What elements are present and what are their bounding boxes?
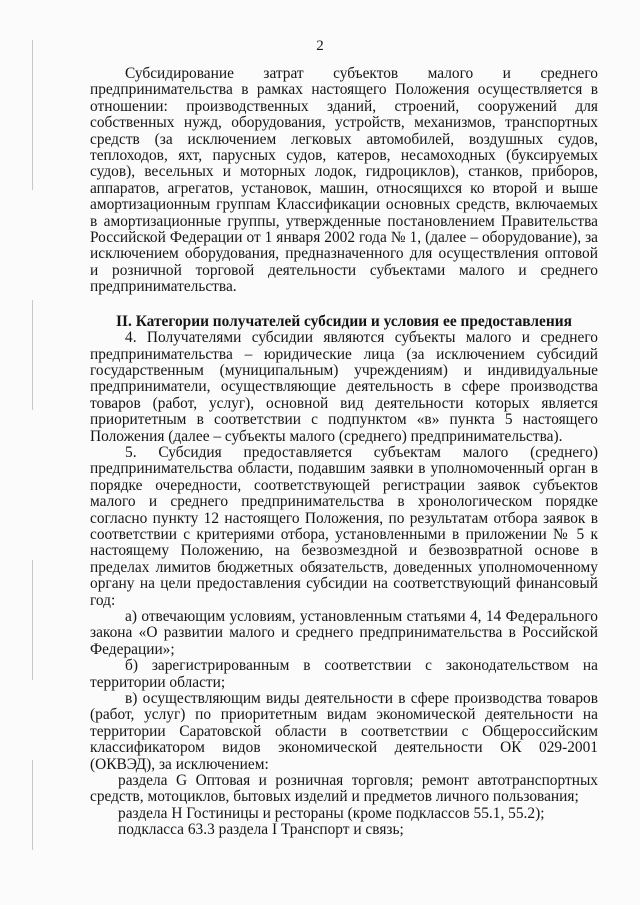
scan-edge-mark	[32, 40, 33, 190]
paragraph-subsidy-scope: Субсидирование затрат субъектов малого и среднего предпринимательства в рамках настоящего Положения осуществляется в отношении: производственных зданий, строений, сооружений для собственных нужд, оборудования, устройств, механизмов, транспортных средств (за исключением легковых автомобилей, воздушных судов, теплоходов, яхт, парусных судов, катеров, несамоходных (буксируемых судов), весельных и моторных лодок, гидроциклов), станков, приборов, аппаратов, агрегатов, установок, машин, относящихся ко второй и выше амортизационным группам Классификации основных средств, включаемых в амортизационные группы, утвержденные постановлением Правительства Российской Федерации от 1 января 2002 года № 1, (далее – оборудование), за исключением оборудования, предназначенного для осуществления оптовой и розничной торговой деятельности субъектами малого и среднего предпринимательства.	[90, 65, 598, 296]
paragraph-exclusion-63-3: подкласса 63.3 раздела I Транспорт и связь;	[118, 821, 404, 839]
paragraph-subitem-v: в) осуществляющим виды деятельности в сфере производства товаров (работ, услуг) по приоритетным видам экономической деятельности на территории Саратовской области в соответствии с Общероссийским классификатором видов экономической деятельности ОК 029-2001 (ОКВЭД), за исключением:	[90, 690, 598, 773]
section-heading: II. Категории получателей субсидии и условия ее предоставления	[116, 312, 572, 330]
paragraph-exclusion-g: раздела G Оптовая и розничная торговля; ремонт автотранспортных средств, мотоциклов, бытовых изделий и предметов личного пользования;	[90, 772, 598, 806]
paragraph-exclusion-h: раздела H Гостиницы и рестораны (кроме подклассов 55.1, 55.2);	[118, 804, 545, 822]
scan-edge-mark	[32, 560, 33, 680]
paragraph-subitem-b: б) зарегистрированным в соответствии с законодательством на территории области;	[90, 657, 598, 691]
scan-edge-mark	[32, 300, 33, 410]
paragraph-item-5: 5. Субсидия предоставляется субъектам малого (среднего) предпринимательства области, подавшим заявки в уполномоченный орган в порядке очередности, соответствующей регистрации заявок субъектов малого и среднего предпринимательства в хронологическом порядке согласно пункту 12 настоящего Положения, по результатам отбора заявок в соответствии с критериями отбора, установленными в приложении № 5 к настоящему Положению, на безвозмездной и безвозвратной основе в пределах лимитов бюджетных обязательств, доведенных уполномоченному органу на цели предоставления субсидии на соответствующий финансовый год:	[90, 443, 598, 609]
scan-edge-mark	[32, 760, 33, 850]
document-body	[90, 66, 598, 839]
page-number: 2	[316, 38, 324, 54]
paragraph-item-4: 4. Получателями субсидии являются субъекты малого и среднего предпринимательства – юридические лица (за исключением субсидий государственным (муниципальным) учреждениям) и индивидуальные предприниматели, осуществляющие деятельность в сфере производства товаров (работ, услуг), основной вид деятельности которых является приоритетным в соответствии с подпунктом «в» пункта 5 настоящего Положения (далее – субъекты малого (среднего) предпринимательства).	[90, 329, 598, 445]
paragraph-subitem-a: а) отвечающим условиям, установленным статьями 4, 14 Федерального закона «О развитии малого и среднего предпринимательства в Российской Федерации»;	[90, 608, 598, 658]
